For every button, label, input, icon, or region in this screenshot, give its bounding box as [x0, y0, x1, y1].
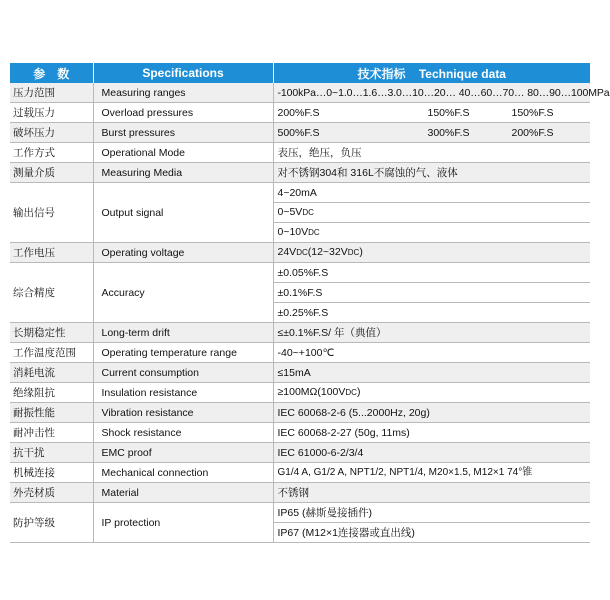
value-col-a: 200%F.S: [277, 106, 320, 119]
row-zh-label: 抗干扰: [10, 443, 93, 463]
row-en-label: Shock resistance: [93, 423, 273, 443]
row-en-label: Long-term drift: [93, 323, 273, 343]
row-zh-label: 输出信号: [10, 183, 93, 243]
table-row: [10, 423, 590, 443]
value-subscript: DC: [296, 248, 308, 257]
row-en-label: Vibration resistance: [93, 403, 273, 423]
row-value: IEC 60068-2-27 (50g, 11ms): [273, 423, 590, 443]
value-number: 0~5V: [277, 206, 303, 218]
spec-table: [10, 63, 610, 543]
value-part: ≥100MΩ(100V: [277, 386, 346, 398]
range-part-c: 80…90…100MPa: [527, 86, 610, 99]
row-value: IP65 (赫斯曼接插件): [273, 503, 590, 523]
row-value: IP67 (M12×1连接器或直出线): [273, 523, 590, 543]
value-part: ): [359, 246, 363, 258]
table-row: [10, 403, 590, 423]
row-zh-label: 防护等级: [10, 503, 93, 543]
row-en-label: EMC proof: [93, 443, 273, 463]
row-value: [273, 123, 590, 143]
row-value: [273, 203, 590, 223]
table-row: [10, 123, 590, 143]
value-subscript: DC: [347, 248, 360, 257]
row-zh-label: 工作温度范围: [10, 343, 93, 363]
row-en-label: IP protection: [93, 503, 273, 543]
table-header-row: [10, 63, 590, 83]
table-row: [10, 483, 590, 503]
row-value: IEC 60068-2-6 (5...2000Hz, 20g): [273, 403, 590, 423]
row-en-label: Insulation resistance: [93, 383, 273, 403]
row-en-label: Measuring Media: [93, 163, 273, 183]
row-value: [273, 103, 590, 123]
table-row: [10, 443, 590, 463]
row-zh-label: 机械连接: [10, 463, 93, 483]
row-value: [273, 383, 590, 403]
row-zh-label: 过载压力: [10, 103, 93, 123]
value-subscript: DC: [308, 228, 320, 237]
header-data-en: Technique data: [418, 66, 506, 81]
table-row: [10, 163, 590, 183]
row-zh-label: 工作方式: [10, 143, 93, 163]
row-zh-label: 工作电压: [10, 243, 93, 263]
row-value: IEC 61000-6-2/3/4: [273, 443, 590, 463]
table-row: [10, 363, 590, 383]
row-value: 表压，绝压，负压: [273, 143, 590, 163]
table-row: [10, 183, 590, 203]
row-en-label: Output signal: [93, 183, 273, 243]
row-en-label: Operational Mode: [93, 143, 273, 163]
value-subscript: DC: [302, 208, 314, 217]
value-col-b: 150%F.S: [427, 106, 470, 119]
table-row: [10, 103, 590, 123]
row-zh-label: 综合精度: [10, 263, 93, 323]
value-col-c: 200%F.S: [511, 126, 554, 139]
row-value: [273, 243, 590, 263]
row-zh-label: 破坏压力: [10, 123, 93, 143]
row-value: ±0.1%F.S: [273, 283, 590, 303]
spec-table-wrapper: [10, 63, 610, 543]
value-col-b: 300%F.S: [427, 126, 470, 139]
value-part: 24V: [277, 246, 297, 258]
row-en-label: Mechanical connection: [93, 463, 273, 483]
value-subscript: DC: [345, 388, 357, 397]
table-row: [10, 383, 590, 403]
table-row: [10, 243, 590, 263]
row-en-label: Measuring ranges: [93, 83, 273, 103]
row-zh-label: 耐振性能: [10, 403, 93, 423]
table-row: [10, 83, 590, 103]
row-en-label: Material: [93, 483, 273, 503]
row-zh-label: 测量介质: [10, 163, 93, 183]
row-en-label: Operating temperature range: [93, 343, 273, 363]
row-en-label: Overload pressures: [93, 103, 273, 123]
row-zh-label: 绝缘阻抗: [10, 383, 93, 403]
row-value: ±0.05%F.S: [273, 263, 590, 283]
range-part-b: 40…60…70…: [458, 86, 525, 99]
value-number: 0~10V: [277, 226, 309, 238]
header-technique-data: [273, 63, 590, 83]
table-row: [10, 503, 590, 523]
row-zh-label: 外壳材质: [10, 483, 93, 503]
row-value: -40~+100℃: [273, 343, 590, 363]
row-value: [273, 83, 610, 103]
row-value: 对不锈钢304和 316L不腐蚀的气、液体: [273, 163, 590, 183]
value-part: (12~32V: [307, 246, 348, 258]
table-row: [10, 343, 590, 363]
row-zh-label: 长期稳定性: [10, 323, 93, 343]
row-zh-label: 耐冲击性: [10, 423, 93, 443]
row-zh-label: 消耗电流: [10, 363, 93, 383]
row-value: [273, 223, 590, 243]
row-value: 不锈钢: [273, 483, 590, 503]
header-param: 参 数: [10, 63, 93, 83]
range-part-a: -100kPa…0~1.0…1.6…3.0…10…20…: [277, 86, 456, 99]
row-value: 4~20mA: [273, 183, 590, 203]
table-row: [10, 323, 590, 343]
row-en-label: Operating voltage: [93, 243, 273, 263]
table-row: [10, 463, 590, 483]
row-value: G1/4 A, G1/2 A, NPT1/2, NPT1/4, M20×1.5, M12×1 74°锥: [273, 463, 590, 483]
row-en-label: Current consumption: [93, 363, 273, 383]
table-row: [10, 263, 590, 283]
row-zh-label: 压力范围: [10, 83, 93, 103]
row-en-label: Accuracy: [93, 263, 273, 323]
header-data-zh: 技术指标: [357, 66, 406, 81]
header-specifications: Specifications: [93, 63, 273, 83]
value-col-a: 500%F.S: [277, 126, 320, 139]
row-value: ≤15mA: [273, 363, 590, 383]
row-value: ±0.25%F.S: [273, 303, 590, 323]
row-value: ≤±0.1%F.S/ 年（典值）: [273, 323, 590, 343]
row-en-label: Burst pressures: [93, 123, 273, 143]
table-row: [10, 143, 590, 163]
value-col-c: 150%F.S: [511, 106, 554, 119]
value-part: ): [356, 386, 361, 398]
